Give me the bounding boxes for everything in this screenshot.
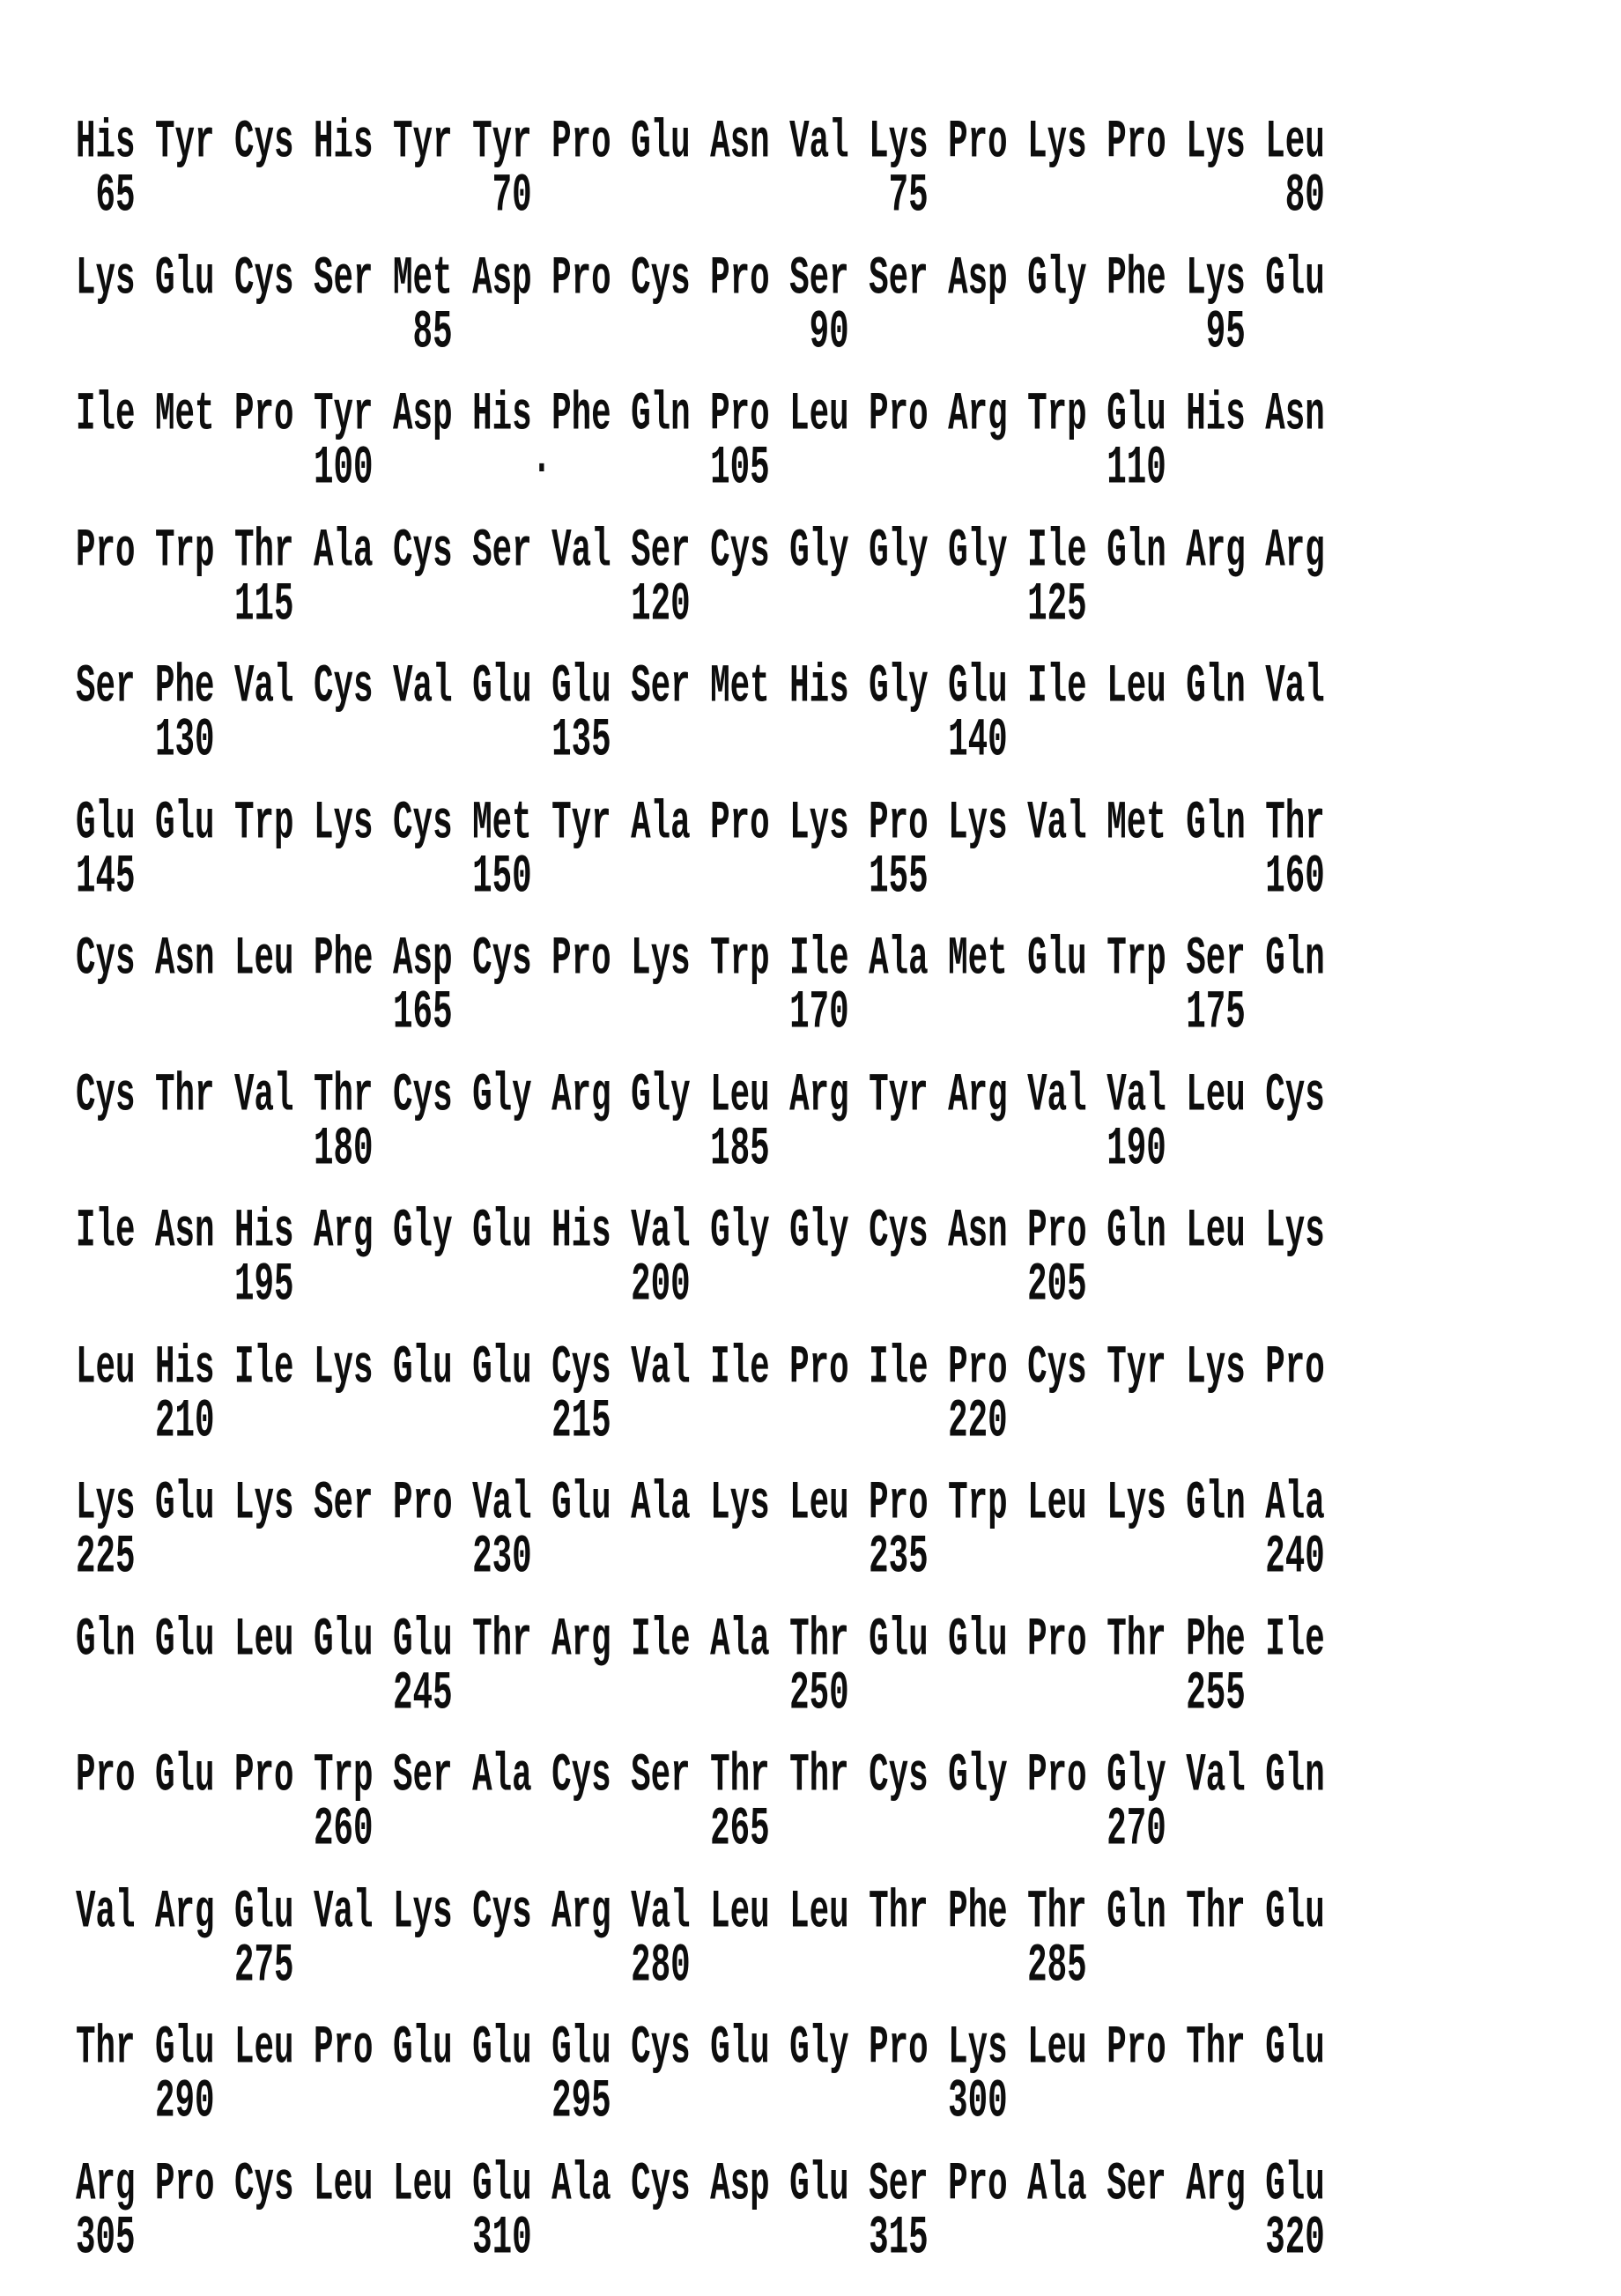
sequence-row bbox=[76, 1752, 1380, 1888]
residue-number-line: 260 265 270 bbox=[76, 1805, 1325, 1859]
residue-number-line: 275 280 285 bbox=[76, 1942, 1325, 1996]
amino-acid-line: Thr Glu Leu Pro Glu Glu Glu Cys Glu Gly Pro Lys Leu Pro Thr Glu bbox=[76, 2024, 1325, 2078]
sequence-row bbox=[76, 118, 1380, 255]
sequence-rows bbox=[76, 118, 1380, 2296]
amino-acid-line: Lys Glu Cys Ser Met Asp Pro Cys Pro Ser Ser Asp Gly Phe Lys Glu bbox=[76, 255, 1325, 308]
sequence-row bbox=[76, 390, 1380, 527]
amino-acid-line: Leu His Ile Lys Glu Glu Cys Val Ile Pro Ile Pro Cys Tyr Lys Pro bbox=[76, 1344, 1325, 1397]
residue-number-line: 100 · 105 110 bbox=[76, 444, 1325, 498]
sequence-row bbox=[76, 255, 1380, 391]
amino-acid-line: Pro Trp Thr Ala Cys Ser Val Ser Cys Gly Gly Gly Ile Gln Arg Arg bbox=[76, 527, 1325, 581]
residue-number-line: 115 120 125 bbox=[76, 581, 1325, 634]
sequence-row bbox=[76, 527, 1380, 663]
residue-number-line: 225 230 235 240 bbox=[76, 1533, 1325, 1587]
sequence-row bbox=[76, 1479, 1380, 1616]
sequence-row bbox=[76, 1071, 1380, 1208]
amino-acid-line: Pro Glu Pro Trp Ser Ala Cys Ser Thr Thr Cys Gly Pro Gly Val Gln bbox=[76, 1752, 1325, 1805]
residue-number-line: 210 215 220 bbox=[76, 1397, 1325, 1451]
sequence-row bbox=[76, 2160, 1380, 2296]
residue-number-line: 290 295 300 bbox=[76, 2078, 1325, 2131]
sequence-row bbox=[76, 799, 1380, 936]
residue-number-line: 85 90 95 bbox=[76, 308, 1325, 362]
residue-number-line: 245 250 255 bbox=[76, 1670, 1325, 1723]
sequence-row bbox=[76, 935, 1380, 1071]
residue-number-line: 65 70 75 80 bbox=[76, 172, 1325, 226]
sequence-row bbox=[76, 1616, 1380, 1752]
sequence-row bbox=[76, 1888, 1380, 2025]
amino-acid-line: Ser Phe Val Cys Val Glu Glu Ser Met His Gly Glu Ile Leu Gln Val bbox=[76, 663, 1325, 716]
amino-acid-line: Lys Glu Lys Ser Pro Val Glu Ala Lys Leu Pro Trp Leu Lys Gln Ala bbox=[76, 1479, 1325, 1533]
residue-number-line: 145 150 155 160 bbox=[76, 853, 1325, 907]
residue-number-line: 165 170 175 bbox=[76, 989, 1325, 1042]
amino-acid-line: Glu Glu Trp Lys Cys Met Tyr Ala Pro Lys Pro Lys Val Met Gln Thr bbox=[76, 799, 1325, 853]
sequence-row bbox=[76, 1207, 1380, 1344]
amino-acid-line: Cys Thr Val Thr Cys Gly Arg Gly Leu Arg Tyr Arg Val Val Leu Cys bbox=[76, 1071, 1325, 1125]
residue-number-line: 305 310 315 320 bbox=[76, 2214, 1325, 2268]
amino-acid-line: His Tyr Cys His Tyr Tyr Pro Glu Asn Val Lys Pro Lys Pro Lys Leu bbox=[76, 118, 1325, 172]
residue-number-line: 195 200 205 bbox=[76, 1261, 1325, 1315]
amino-acid-line: Val Arg Glu Val Lys Cys Arg Val Leu Leu Thr Phe Thr Gln Thr Glu bbox=[76, 1888, 1325, 1942]
amino-acid-line: Ile Met Pro Tyr Asp His Phe Gln Pro Leu Pro Arg Trp Glu His Asn bbox=[76, 390, 1325, 444]
sequence-row bbox=[76, 2024, 1380, 2160]
residue-number-line: 130 135 140 bbox=[76, 716, 1325, 770]
residue-number-line: 180 185 190 bbox=[76, 1125, 1325, 1179]
amino-acid-line: Arg Pro Cys Leu Leu Glu Ala Cys Asp Glu Ser Pro Ala Ser Arg Glu bbox=[76, 2160, 1325, 2214]
sequence-row bbox=[76, 663, 1380, 799]
sequence-row bbox=[76, 1344, 1380, 1480]
amino-acid-line: Cys Asn Leu Phe Asp Cys Pro Lys Trp Ile Ala Met Glu Trp Ser Gln bbox=[76, 935, 1325, 989]
amino-acid-line: Ile Asn His Arg Gly Glu His Val Gly Gly Cys Asn Pro Gln Leu Lys bbox=[76, 1207, 1325, 1261]
amino-acid-line: Gln Glu Leu Glu Glu Thr Arg Ile Ala Thr Glu Glu Pro Thr Phe Ile bbox=[76, 1616, 1325, 1670]
